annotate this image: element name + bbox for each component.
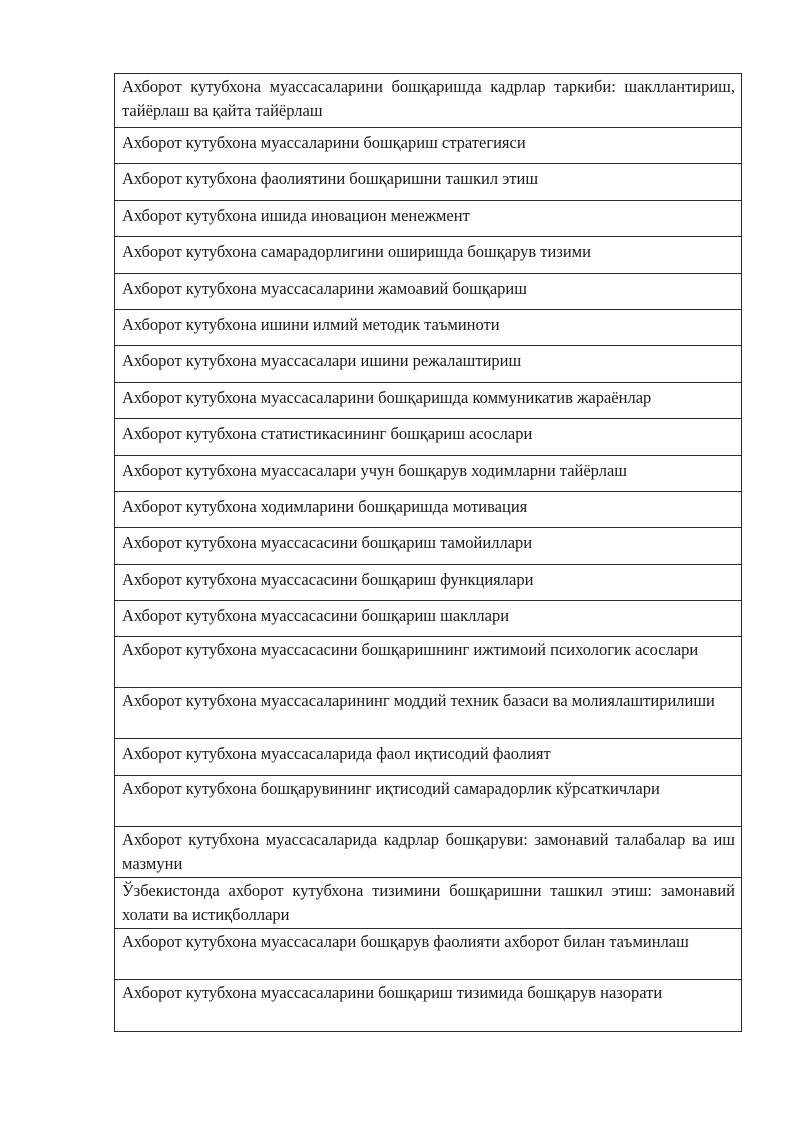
table-row: Ўзбекистонда ахборот кутубхона тизимини бошқаришни ташкил этиш: замонавий холати ва истиқболлари [115, 878, 741, 929]
table-row: Ахборот кутубхона муассасаларини бошқариш тизимида бошқарув назорати [122, 982, 663, 1002]
table-row: Ахборот кутубхона муассасалари ишини режалаштириш [115, 346, 741, 382]
table-row: Ахборот кутубхона муассасаларини бошқаришда коммуникатив жараёнлар [115, 383, 741, 419]
table-row: Ахборот кутубхона муассасаларининг моддий техник базаси ва молиялаштирилиши [115, 688, 741, 739]
table-row: Ахборот кутубхона самарадорлигини оширишда бошқарув тизими [115, 237, 741, 273]
table-row: Ахборот кутубхона статистикасининг бошқариш асослари [115, 419, 741, 455]
table-row: Ахборот кутубхона муассасасини бошқариш функциялари [115, 565, 741, 601]
table-row: Ахборот кутубхона муассасаларини бошқаришда кадрлар таркиби: шакллантириш, тайёрлаш ва қайта тайёрлаш [115, 74, 741, 128]
table-row: Ахборот кутубхона муассасасини бошқариш шакллари [115, 601, 741, 637]
table-row: Ахборот кутубхона муассасаларида кадрлар бошқаруви: замонавий талабалар ва иш мазмуни [115, 827, 741, 878]
table-row: Ахборот кутубхона бошқарувининг иқтисодий самарадорлик кўрсаткичлари [115, 776, 741, 827]
table-row: Ахборот кутубхона муассасалари бошқарув фаолияти ахборот билан таъминлаш [115, 929, 741, 980]
table-row: Ахборот кутубхона ишида иновацион менежмент [115, 201, 741, 237]
table-row: Ахборот кутубхона ишини илмий методик таъминоти [115, 310, 741, 346]
table-row: Ахборот кутубхона муассаларини бошқариш стратегияси [115, 128, 741, 164]
topics-table [114, 73, 742, 1032]
table-row: Ахборот кутубхона муассасаларини жамоавий бошқариш [115, 274, 741, 310]
table-row: Ахборот кутубхона фаолиятини бошқаришни ташкил этиш [115, 164, 741, 200]
table-row: Ахборот кутубхона муассасалари учун бошқарув ходимларни тайёрлаш [115, 456, 741, 492]
table-row: Ахборот кутубхона муассасасини бошқариш тамойиллари [115, 528, 741, 564]
table-row: Ахборот кутубхона муассасаларида фаол иқтисодий фаолият [115, 739, 741, 775]
table-row: Ахборот кутубхона ходимларини бошқаришда мотивация [115, 492, 741, 528]
table-row: Ахборот кутубхона муассасасини бошқаришнинг ижтимоий психологик асослари [115, 637, 741, 688]
